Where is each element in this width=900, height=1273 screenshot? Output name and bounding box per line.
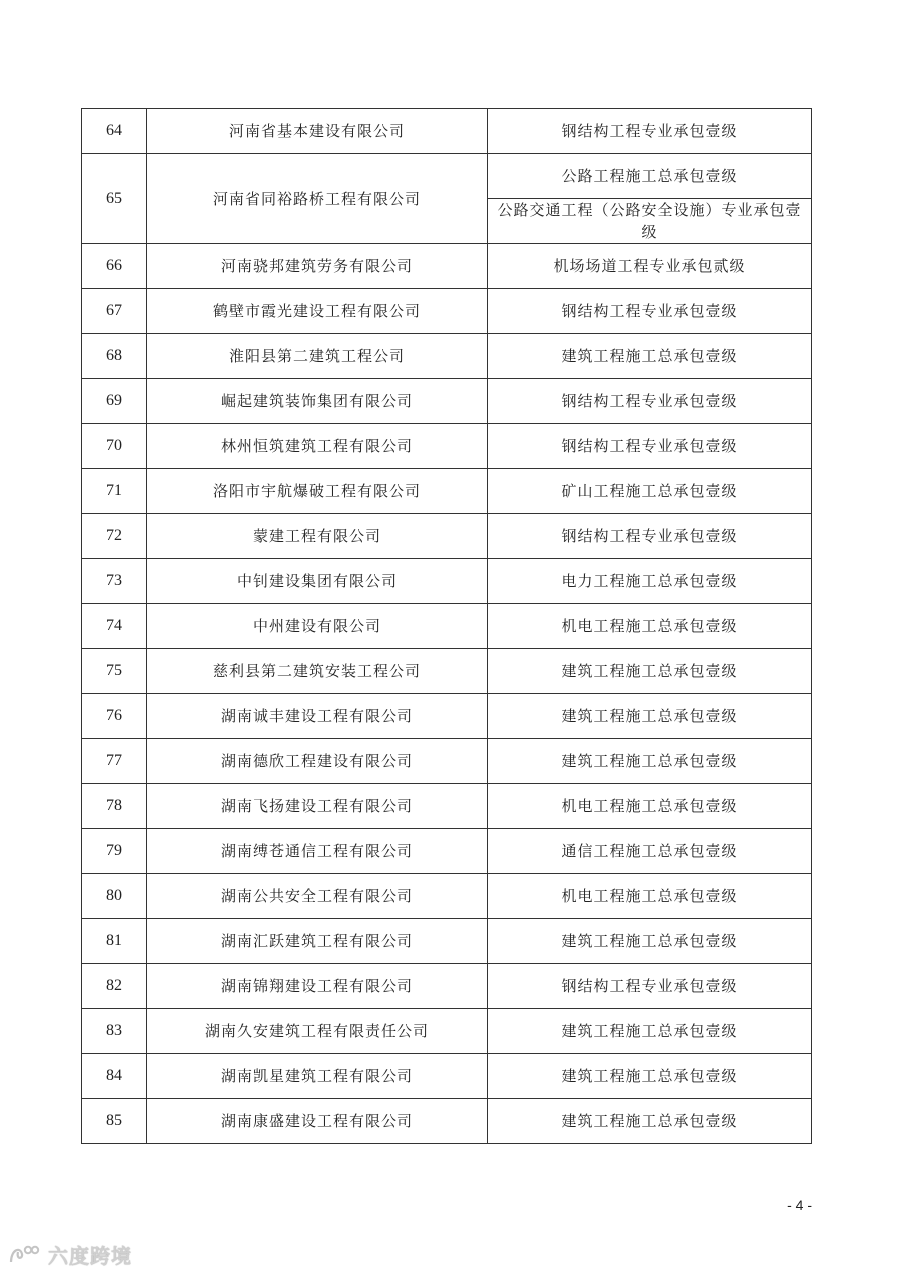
qualification: 建筑工程施工总承包壹级 xyxy=(488,739,812,784)
table-row xyxy=(82,289,812,334)
logo-icon xyxy=(8,1242,42,1266)
row-number: 78 xyxy=(82,784,147,829)
row-number: 65 xyxy=(82,154,147,244)
table-row xyxy=(82,964,812,1009)
qualification: 建筑工程施工总承包壹级 xyxy=(488,334,812,379)
row-number: 84 xyxy=(82,1054,147,1099)
qualification: 机电工程施工总承包壹级 xyxy=(488,604,812,649)
row-number: 72 xyxy=(82,514,147,559)
qualification-table xyxy=(81,108,812,1144)
table-row xyxy=(82,1054,812,1099)
company-name: 湖南久安建筑工程有限责任公司 xyxy=(147,1009,488,1054)
row-number: 75 xyxy=(82,649,147,694)
table-row xyxy=(82,379,812,424)
company-name: 鹤壁市霞光建设工程有限公司 xyxy=(147,289,488,334)
company-name: 湖南公共安全工程有限公司 xyxy=(147,874,488,919)
table-row xyxy=(82,469,812,514)
qualification: 矿山工程施工总承包壹级 xyxy=(488,469,812,514)
company-name: 中州建设有限公司 xyxy=(147,604,488,649)
qualification: 通信工程施工总承包壹级 xyxy=(488,829,812,874)
row-number: 80 xyxy=(82,874,147,919)
table-row xyxy=(82,424,812,469)
row-number: 70 xyxy=(82,424,147,469)
qualification: 机电工程施工总承包壹级 xyxy=(488,784,812,829)
qualification: 钢结构工程专业承包壹级 xyxy=(488,289,812,334)
table-body xyxy=(82,109,812,1144)
qualification: 机场场道工程专业承包贰级 xyxy=(488,244,812,289)
company-name: 淮阳县第二建筑工程公司 xyxy=(147,334,488,379)
table-row xyxy=(82,649,812,694)
table-row xyxy=(82,334,812,379)
company-name: 蒙建工程有限公司 xyxy=(147,514,488,559)
row-number: 67 xyxy=(82,289,147,334)
qualification: 建筑工程施工总承包壹级 xyxy=(488,1054,812,1099)
table-row xyxy=(82,244,812,289)
row-number: 83 xyxy=(82,1009,147,1054)
table-row xyxy=(82,829,812,874)
company-name: 河南省同裕路桥工程有限公司 xyxy=(147,154,488,244)
company-name: 河南省基本建设有限公司 xyxy=(147,109,488,154)
company-name: 湖南德欣工程建设有限公司 xyxy=(147,739,488,784)
qualification: 建筑工程施工总承包壹级 xyxy=(488,1009,812,1054)
qualification: 钢结构工程专业承包壹级 xyxy=(488,109,812,154)
qualification: 建筑工程施工总承包壹级 xyxy=(488,694,812,739)
company-name: 湖南锦翔建设工程有限公司 xyxy=(147,964,488,1009)
table-row xyxy=(82,109,812,154)
table-row xyxy=(82,514,812,559)
company-name: 河南骁邦建筑劳务有限公司 xyxy=(147,244,488,289)
row-number: 66 xyxy=(82,244,147,289)
qualification: 钢结构工程专业承包壹级 xyxy=(488,424,812,469)
row-number: 85 xyxy=(82,1099,147,1144)
table-row xyxy=(82,559,812,604)
qualification: 电力工程施工总承包壹级 xyxy=(488,559,812,604)
row-number: 68 xyxy=(82,334,147,379)
qualification: 公路工程施工总承包壹级 xyxy=(488,154,812,199)
qualification: 建筑工程施工总承包壹级 xyxy=(488,649,812,694)
table-row xyxy=(82,694,812,739)
company-name: 林州恒筑建筑工程有限公司 xyxy=(147,424,488,469)
qualification: 钢结构工程专业承包壹级 xyxy=(488,379,812,424)
company-name: 湖南缚苍通信工程有限公司 xyxy=(147,829,488,874)
qualification: 建筑工程施工总承包壹级 xyxy=(488,919,812,964)
row-number: 71 xyxy=(82,469,147,514)
table-row xyxy=(82,1009,812,1054)
row-number: 76 xyxy=(82,694,147,739)
table-row xyxy=(82,1099,812,1144)
company-name: 湖南汇跃建筑工程有限公司 xyxy=(147,919,488,964)
row-number: 73 xyxy=(82,559,147,604)
company-name: 慈利县第二建筑安装工程公司 xyxy=(147,649,488,694)
table-row xyxy=(82,739,812,784)
qualification: 钢结构工程专业承包壹级 xyxy=(488,964,812,1009)
company-name: 中钊建设集团有限公司 xyxy=(147,559,488,604)
table-row xyxy=(82,784,812,829)
company-name: 崛起建筑装饰集团有限公司 xyxy=(147,379,488,424)
qualification: 机电工程施工总承包壹级 xyxy=(488,874,812,919)
row-number: 81 xyxy=(82,919,147,964)
row-number: 74 xyxy=(82,604,147,649)
table-row xyxy=(82,919,812,964)
row-number: 64 xyxy=(82,109,147,154)
qualification: 钢结构工程专业承包壹级 xyxy=(488,514,812,559)
table-row xyxy=(82,604,812,649)
company-name: 湖南凯星建筑工程有限公司 xyxy=(147,1054,488,1099)
watermark-text: 六度跨境 xyxy=(48,1243,132,1268)
company-name: 湖南飞扬建设工程有限公司 xyxy=(147,784,488,829)
table-row xyxy=(82,154,812,199)
qualification: 公路交通工程（公路安全设施）专业承包壹级 xyxy=(488,199,812,244)
company-name: 湖南诚丰建设工程有限公司 xyxy=(147,694,488,739)
page-number: - 4 - xyxy=(787,1197,812,1213)
row-number: 77 xyxy=(82,739,147,784)
row-number: 82 xyxy=(82,964,147,1009)
table-row xyxy=(82,874,812,919)
qualification: 建筑工程施工总承包壹级 xyxy=(488,1099,812,1144)
row-number: 79 xyxy=(82,829,147,874)
company-name: 洛阳市宇航爆破工程有限公司 xyxy=(147,469,488,514)
company-name: 湖南康盛建设工程有限公司 xyxy=(147,1099,488,1144)
row-number: 69 xyxy=(82,379,147,424)
watermark xyxy=(8,1240,132,1268)
